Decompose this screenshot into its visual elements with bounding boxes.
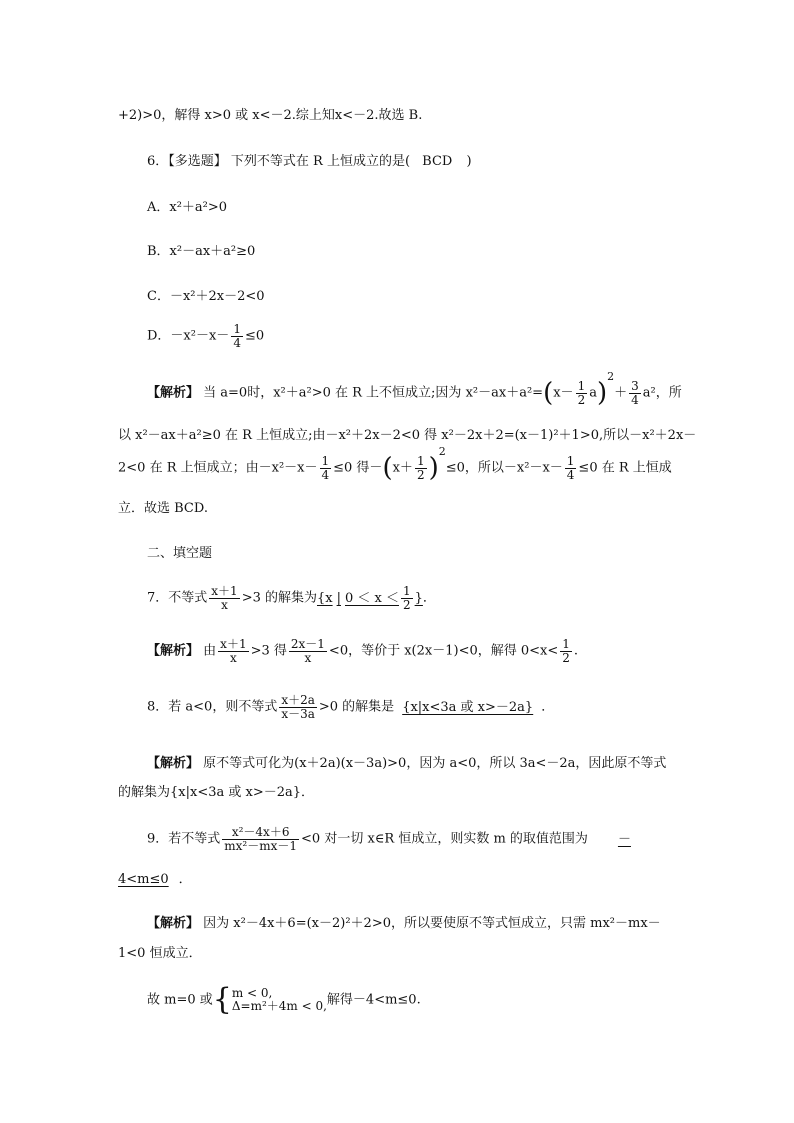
- fraction-numerator: 3: [631, 379, 639, 393]
- q6-option-b: B．x²－ax＋a²≥0: [147, 244, 256, 259]
- answer-text: }: [414, 590, 423, 606]
- q9-answer-part1: －: [617, 831, 631, 847]
- fraction-numerator: 2x－1: [290, 637, 325, 651]
- q9-analysis-line1: [147, 912, 794, 931]
- fraction-numerator: 1: [233, 322, 241, 336]
- q6-option-c: C．－x²＋2x－2<0: [147, 289, 265, 304]
- analysis-label: 【解析】: [147, 916, 200, 931]
- system-line: Δ=m²＋4m < 0,: [231, 999, 327, 1013]
- fraction-numerator: x²－4x＋6: [222, 826, 299, 840]
- fraction-numerator: 1: [402, 584, 411, 598]
- superscript: 2: [607, 370, 615, 383]
- fraction: [560, 638, 572, 664]
- fraction: [629, 380, 641, 406]
- q6-stem-text: 6．【多选题】 下列不等式在 R 上恒成立的是(: [147, 154, 411, 169]
- q6-analysis-line2: 以 x²－ax＋a²≥0 在 R 上恒成立;由－x²＋2x－2<0 得 x²－2x＋2=(x－1)²＋1>0,所以－x²＋2x－: [118, 428, 697, 443]
- analysis-text: 解得－4<m≤0.: [326, 992, 421, 1008]
- analysis-text: 因为 x²－4x＋6=(x－2)²＋2>0，所以要使原不等式恒成立，只需 mx²－mx－: [203, 916, 661, 931]
- q7-text: 7．不等式: [147, 590, 208, 606]
- fraction: [565, 455, 577, 481]
- analysis-text: <0，等价于 x(2x－1)<0，解得 0<x<: [328, 643, 559, 659]
- fraction-denominator: 4: [321, 467, 330, 482]
- q8-text: >0 的解集是: [318, 699, 395, 715]
- q6-stem-close: ): [466, 154, 472, 169]
- fraction-denominator: x: [229, 650, 237, 665]
- analysis-text: x－: [553, 385, 574, 401]
- fraction: [289, 638, 327, 664]
- analysis-label: 【解析】: [147, 756, 200, 771]
- fraction-denominator: 2: [416, 467, 425, 482]
- analysis-text: 当 a=0时，x²＋a²>0 在 R 上不恒成立;因为 x²－ax＋a²=: [203, 385, 544, 401]
- fraction-numerator: 1: [577, 379, 586, 393]
- fraction-numerator: x＋1: [220, 637, 247, 651]
- q7-end: ．: [422, 590, 436, 606]
- fraction-denominator: 2: [402, 597, 411, 612]
- paren-open: (: [382, 453, 393, 484]
- fraction-denominator: 2: [562, 650, 570, 665]
- q6-option-d-text: D．－x²－x－: [147, 328, 230, 344]
- analysis-label: 【解析】: [147, 385, 200, 401]
- q8-analysis-line1: [147, 752, 794, 771]
- analysis-text: ≤0，所以－x²－x－: [445, 460, 563, 476]
- paren-open: (: [543, 378, 554, 409]
- inequality-system: [232, 987, 327, 1013]
- q7-analysis: [147, 638, 794, 664]
- fraction-denominator: mx²－mx－1: [224, 838, 298, 853]
- fraction: [279, 694, 317, 720]
- fraction: [401, 585, 413, 611]
- answer-divider: |: [336, 590, 341, 606]
- analysis-text: ≤0 在 R 上恒成: [578, 460, 672, 476]
- fraction-numerator: 1: [566, 454, 575, 468]
- fraction: [231, 323, 243, 349]
- q9-text: 9．若不等式: [147, 831, 221, 847]
- q6-stem: [147, 150, 794, 169]
- analysis-text: a²，所: [642, 385, 682, 401]
- q8-answer: {x|x<3a 或 x>－2a}: [402, 699, 534, 715]
- analysis-text: 2<0 在 R 上恒成立；由－x²－x－: [118, 460, 318, 476]
- q7-stem: [147, 585, 794, 611]
- q8-text: 8．若 a<0，则不等式: [147, 699, 278, 715]
- fraction: [218, 638, 248, 664]
- fraction-denominator: 4: [233, 335, 241, 350]
- q9-text: <0 对一切 x∈R 恒成立，则实数 m 的取值范围为: [301, 831, 588, 847]
- fraction-denominator: 2: [577, 392, 586, 407]
- analysis-text: x＋: [392, 460, 413, 476]
- superscript: 2: [438, 445, 446, 458]
- q6-analysis-line1: [147, 370, 794, 409]
- q7-answer: [316, 584, 423, 612]
- fraction-numerator: x＋2a: [281, 693, 315, 707]
- fraction: [222, 826, 299, 852]
- q6-option-d-suffix: ≤0: [244, 328, 265, 344]
- analysis-text: ≤0 得－: [333, 460, 383, 476]
- q6-answer: BCD: [422, 154, 453, 169]
- q9-analysis-line2: 1<0 恒成立．: [118, 946, 202, 961]
- q8-stem: [147, 694, 794, 720]
- answer-text: {x: [316, 590, 333, 606]
- analysis-text: 故 m=0 或: [147, 992, 213, 1008]
- fraction-denominator: x: [304, 650, 312, 665]
- analysis-label: 【解析】: [147, 643, 200, 659]
- analysis-text: >3 得: [250, 643, 287, 659]
- q9-answer-part2: 4<m≤0: [118, 872, 169, 887]
- analysis-text: 原不等式可化为(x＋2a)(x－3a)>0，因为 a<0，所以 3a<－2a，因此原不等式: [203, 756, 667, 771]
- q6-analysis-line4: 立．故选 BCD.: [118, 501, 208, 516]
- q6-option-a: A．x²＋a²>0: [147, 200, 228, 215]
- q9-stem-line2: [118, 868, 794, 887]
- fraction-numerator: 1: [562, 637, 570, 651]
- fraction-numerator: 1: [416, 454, 425, 468]
- fraction-denominator: 4: [566, 467, 575, 482]
- fraction: [209, 585, 239, 611]
- q7-text: >3 的解集为: [241, 590, 317, 606]
- fraction: [415, 455, 427, 481]
- fraction-denominator: x: [221, 597, 228, 612]
- analysis-text: 由: [203, 643, 217, 659]
- analysis-text: a: [589, 385, 597, 401]
- q9-stem: [147, 826, 794, 852]
- q5-tail: +2)>0，解得 x>0 或 x<－2.综上知x<－2.故选 B.: [118, 108, 423, 123]
- fraction-denominator: x－3a: [281, 706, 315, 721]
- answer-text: 0 ＜ x ＜: [344, 590, 399, 606]
- analysis-text: .: [573, 643, 579, 659]
- section-title: 二、填空题: [147, 546, 213, 561]
- system-line: m < 0,: [231, 985, 273, 1000]
- left-brace: {: [212, 982, 232, 1017]
- fraction-numerator: x＋1: [211, 584, 238, 598]
- q6-analysis-line3: [118, 445, 794, 484]
- paren-close: ): [428, 453, 439, 484]
- q9-analysis-line3: [147, 982, 794, 1017]
- q8-end: ．: [541, 699, 555, 715]
- q9-end: ．: [178, 872, 192, 887]
- fraction-denominator: 4: [631, 392, 639, 407]
- q6-option-d: [147, 323, 794, 349]
- paren-close: ): [596, 378, 608, 409]
- q8-analysis-line2: 的解集为{x|x<3a 或 x>－2a}．: [118, 785, 315, 800]
- fraction-numerator: 1: [321, 454, 330, 468]
- analysis-text: ＋: [614, 385, 628, 401]
- fraction: [576, 380, 588, 406]
- fraction: [320, 455, 332, 481]
